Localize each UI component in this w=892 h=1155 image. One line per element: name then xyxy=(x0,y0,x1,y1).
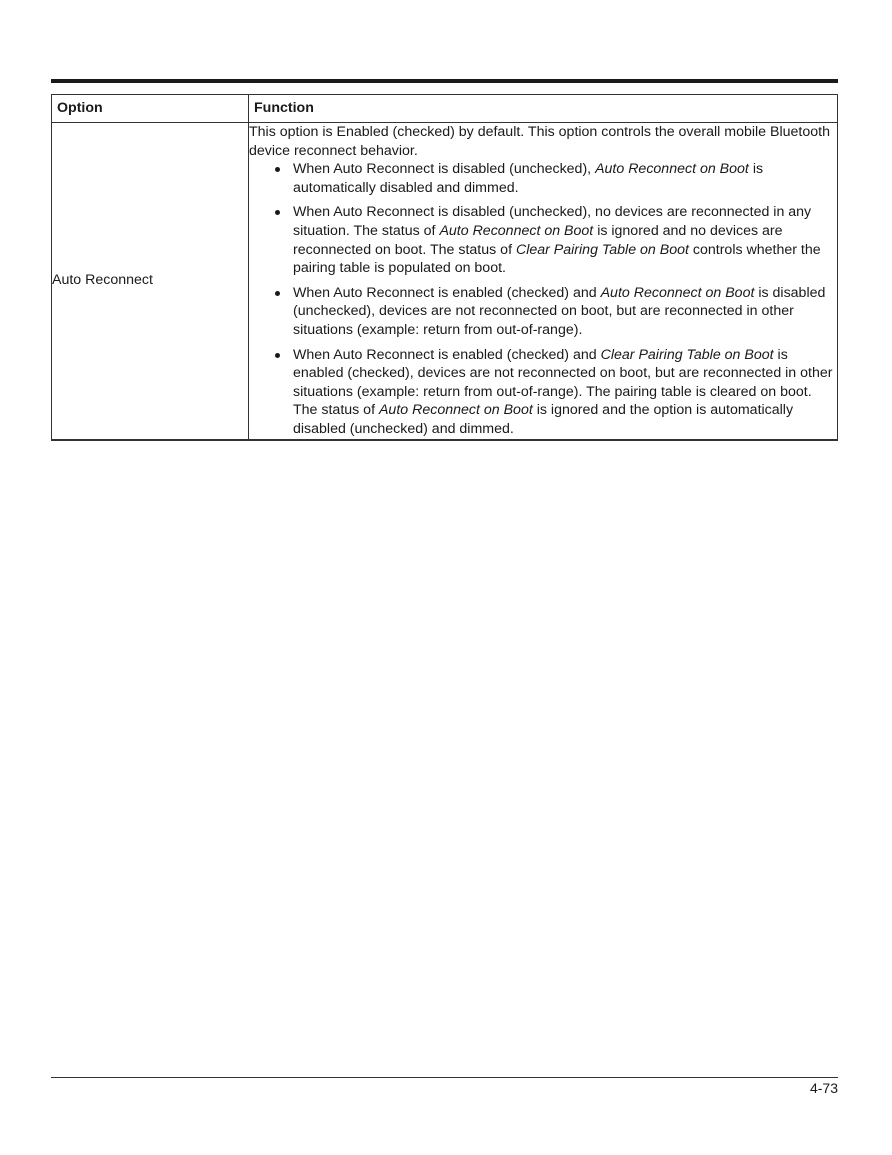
bullet-text: When Auto Reconnect is enabled (checked) and xyxy=(293,346,601,363)
option-name-cell: Auto Reconnect xyxy=(52,123,249,440)
column-header-function: Function xyxy=(249,95,838,123)
bullet-emphasis: Auto Reconnect on Boot xyxy=(439,222,594,239)
bullet-emphasis: Auto Reconnect on Boot xyxy=(595,161,749,178)
header-rule xyxy=(51,79,838,83)
bullet-text: When Auto Reconnect is enabled (checked) and xyxy=(293,284,601,301)
bullet-text: is enabled (checked), devices are not reconnected on boot, but are reconnected in other situations (example: return from out-of-range). The pairing table is cleared on boot. The status of xyxy=(293,346,833,419)
footer-rule xyxy=(51,1077,838,1078)
bullet-item xyxy=(293,346,837,439)
bullet-text: is disabled (unchecked), devices are not reconnected on boot, but are reconnected in other situations (example: return from out-of-range). xyxy=(293,284,826,338)
options-table xyxy=(51,94,838,441)
bullet-text: is ignored and no devices are reconnected on boot. The status of xyxy=(293,222,783,258)
bullet-emphasis: Auto Reconnect on Boot xyxy=(600,284,755,301)
bullet-icon xyxy=(275,291,280,296)
bullet-text: When Auto Reconnect is disabled (unchecked), xyxy=(293,161,596,178)
page-number: 4-73 xyxy=(809,1080,838,1096)
bullet-icon xyxy=(275,210,280,215)
bullet-item xyxy=(293,203,837,277)
column-header-option: Option xyxy=(52,95,249,123)
bullet-emphasis: Clear Pairing Table on Boot xyxy=(515,241,689,258)
bullet-text: is automatically disabled and dimmed. xyxy=(293,161,764,196)
bullet-item xyxy=(293,284,837,340)
table-row xyxy=(52,123,838,440)
bullet-item xyxy=(293,160,837,197)
function-intro-text: This option is Enabled (checked) by default. This option controls the overall mobile Bluetooth device reconnect behavior. xyxy=(249,124,830,159)
behavior-bullet-list xyxy=(249,160,837,438)
bullet-text: is ignored and the option is automatically disabled (unchecked) and dimmed. xyxy=(293,402,794,437)
bullet-icon xyxy=(275,353,280,358)
bullet-text: When Auto Reconnect is disabled (unchecked), no devices are reconnected in any situation. The status of xyxy=(293,204,812,239)
bullet-emphasis: Auto Reconnect on Boot xyxy=(378,402,533,419)
table-header-row xyxy=(52,95,838,123)
function-description-cell xyxy=(249,123,838,440)
bullet-emphasis: Clear Pairing Table on Boot xyxy=(600,346,774,363)
bullet-icon xyxy=(275,167,280,172)
bullet-text: controls whether the pairing table is populated on boot. xyxy=(293,241,821,277)
